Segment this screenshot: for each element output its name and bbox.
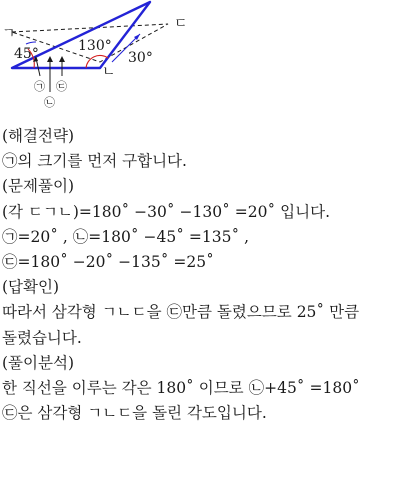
check-line-2: 돌렸습니다.: [2, 328, 82, 347]
rotation-arc: [26, 42, 36, 44]
vertex-label-digeut: ㄷ: [174, 16, 188, 32]
analysis-line-2: [2, 401, 398, 426]
marker-2: ㉡: [248, 378, 265, 397]
marker-arrowhead-2: [47, 56, 53, 62]
analysis-line-2-text: 은 삼각형 ㄱㄴㄷ을 돌린 각도입니다.: [17, 404, 267, 423]
solution-line-1: (각 ㄷㄱㄴ)=180˚ −30˚ −130˚ =20˚ 입니다.: [2, 202, 331, 221]
angle-label-30: 30°: [128, 50, 153, 66]
marker-1: ㉠: [2, 227, 18, 246]
angle-label-130: 130°: [78, 38, 112, 54]
marker-label-2: ㉡: [44, 96, 55, 109]
section-strategy-heading: (해결전략): [2, 127, 74, 145]
solution-line-3-text: =180˚ −20˚ −135˚ =25˚: [17, 252, 214, 271]
angle-label-45: 45°: [14, 46, 39, 62]
rotated-triangle-figure: [0, 0, 200, 112]
analysis-line-1-b: +45˚ =180˚: [264, 378, 360, 397]
marker-3: ㉢: [2, 252, 18, 271]
marker-label-3: ㉢: [56, 80, 67, 93]
solution-text: [2, 124, 398, 426]
analysis-line-1-a: 한 직선을 이루는 각은 180˚ 이므로: [2, 378, 249, 397]
marker-arrowhead-3: [59, 56, 65, 62]
section-check-heading: (답확인): [2, 278, 60, 297]
analysis-line-1: [2, 376, 398, 401]
solution-line-3: [2, 250, 398, 275]
section-analysis-heading: (풀이분석): [2, 353, 74, 372]
strategy-text: 의 크기를 먼저 구합니다.: [17, 152, 187, 171]
solution-line-2-a: =20˚ ,: [17, 227, 73, 246]
vertex-label-nieun: ㄴ: [102, 64, 116, 80]
marker-1: ㉠: [2, 152, 18, 171]
check-line-1-b: 만큼 돌렸으므로 25˚ 만큼: [182, 303, 360, 322]
marker-3: ㉢: [2, 404, 18, 423]
vertex-label-giyeok: ㄱ: [2, 26, 16, 42]
marker-2: ㉡: [72, 227, 89, 246]
marker-3: ㉢: [166, 303, 183, 322]
solution-line-2-b: =180˚ −45˚ =135˚ ,: [88, 227, 250, 246]
marker-label-1: ㉠: [34, 80, 45, 93]
check-line-1-a: 따라서 삼각형 ㄱㄴㄷ을: [2, 303, 167, 322]
strategy-line: [2, 149, 398, 174]
check-line-1: [2, 300, 398, 325]
solution-line-2: [2, 225, 398, 250]
section-solution-heading: (문제풀이): [2, 177, 74, 196]
